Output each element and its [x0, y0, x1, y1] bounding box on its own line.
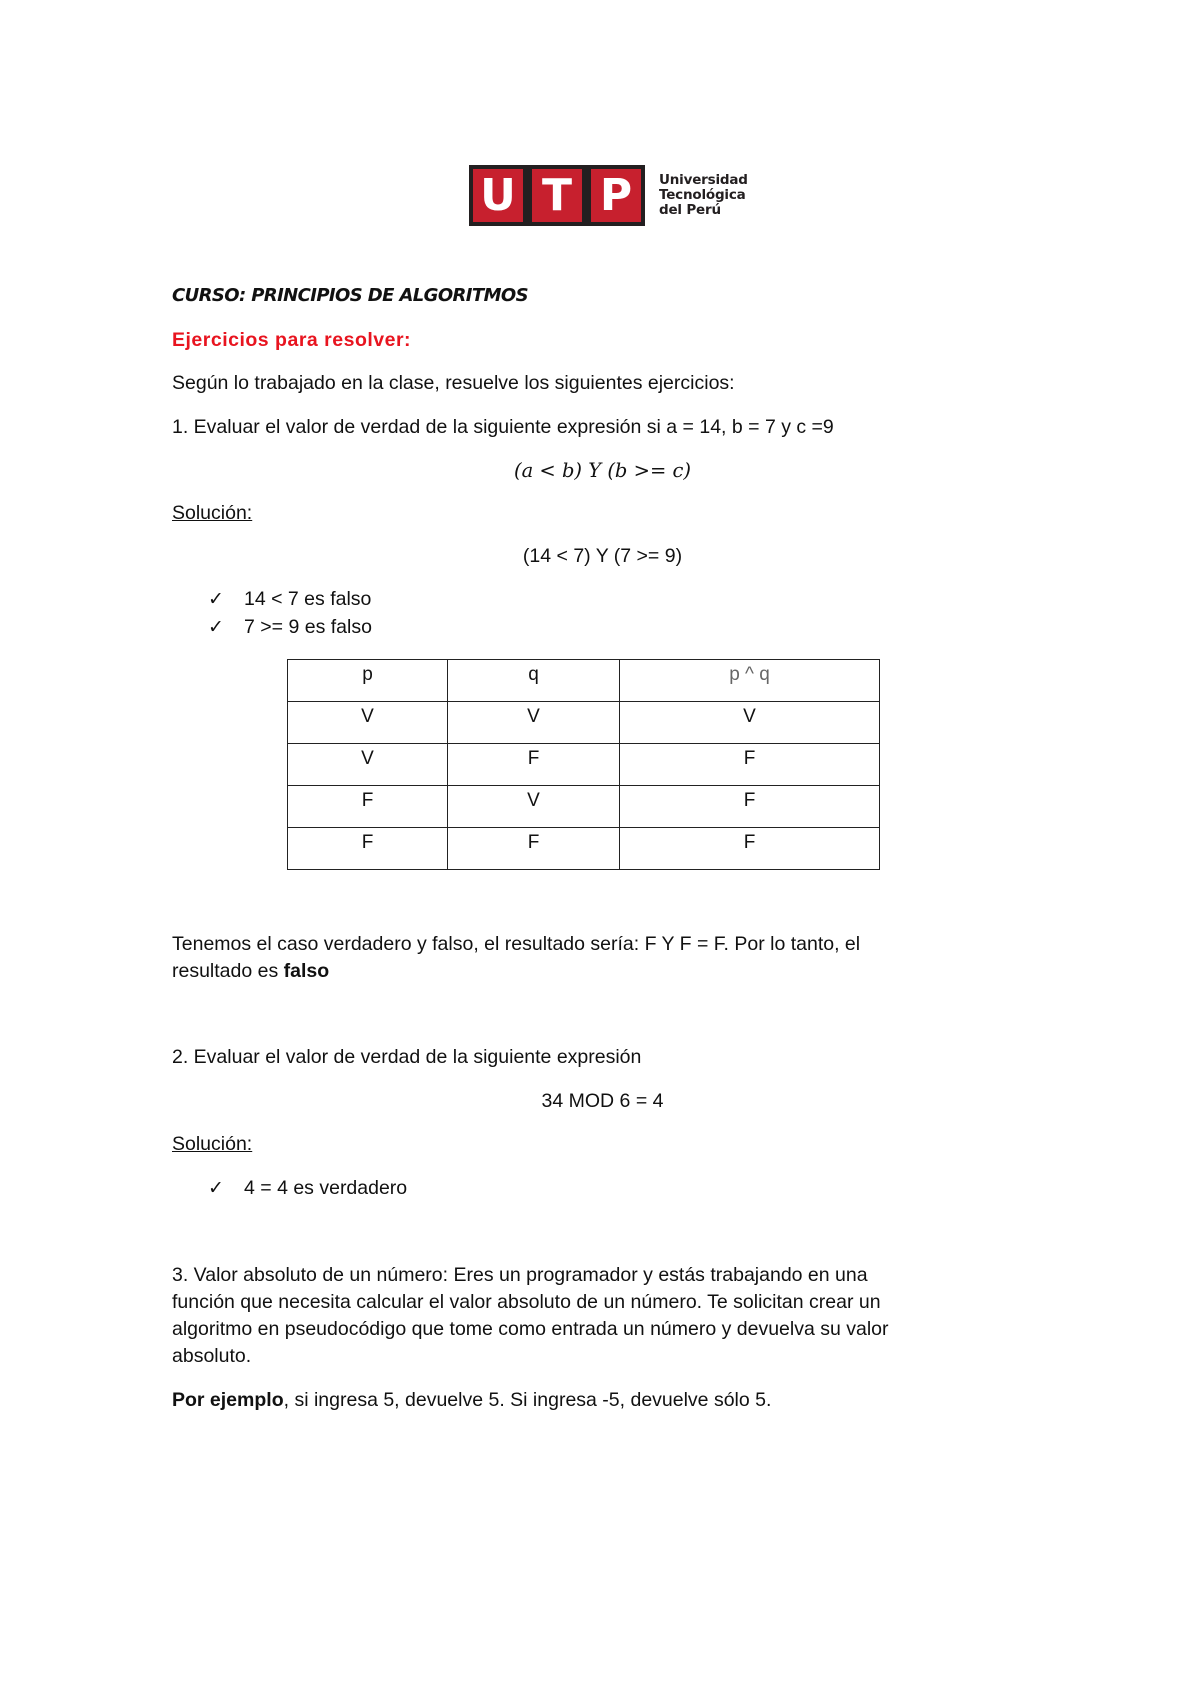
ex1-solution-label: Solución:: [172, 502, 253, 524]
ex2-check-item-1: [208, 1175, 407, 1202]
ex2-solution-label: Solución:: [172, 1133, 253, 1155]
table-cell: F: [448, 828, 620, 870]
table-cell: F: [288, 828, 448, 870]
ex3-example: [172, 1387, 771, 1414]
check-icon: ✓: [208, 1178, 224, 1199]
logo-letter-block: [469, 165, 645, 226]
table-cell: V: [448, 786, 620, 828]
logo-text-line1: Universidad: [659, 172, 748, 188]
ex1-substituted-formula: (14 < 7) Y (7 >= 9): [522, 545, 683, 567]
check-icon: ✓: [208, 589, 224, 610]
ex1-conclusion-prefix: resultado es: [172, 960, 284, 982]
table-cell: F: [620, 744, 880, 786]
check-icon: ✓: [208, 617, 224, 638]
logo-letter-u: U: [473, 169, 523, 222]
table-cell: V: [448, 702, 620, 744]
truth-table-header-q: q: [448, 660, 620, 702]
logo-university-name: [659, 173, 748, 218]
ex1-check-text-1: 14 < 7 es falso: [244, 588, 372, 610]
table-cell: V: [288, 702, 448, 744]
intro-text: Según lo trabajado en la clase, resuelve los siguientes ejercicios:: [172, 372, 735, 394]
ex1-conclusion-line2: [172, 958, 329, 985]
truth-table: [287, 659, 880, 870]
ex3-example-bold: Por ejemplo: [172, 1389, 284, 1411]
truth-table-header-p-and-q: p ^ q: [620, 660, 880, 702]
ex3-line3: algoritmo en pseudocódigo que tome como entrada un número y devuelva su valor: [172, 1318, 889, 1340]
ex1-check-text-2: 7 >= 9 es falso: [244, 616, 372, 638]
truth-table-header-row: [288, 660, 880, 702]
table-cell: F: [448, 744, 620, 786]
utp-logo: [469, 165, 748, 226]
ex3-line4: absoluto.: [172, 1345, 252, 1367]
ex3-line1: 3. Valor absoluto de un número: Eres un programador y estás trabajando en una: [172, 1264, 868, 1286]
table-row: [288, 702, 880, 744]
table-cell: V: [288, 744, 448, 786]
ex1-conclusion-result: falso: [283, 960, 330, 982]
ex1-statement: 1. Evaluar el valor de verdad de la siguiente expresión si a = 14, b = 7 y c =9: [172, 416, 834, 438]
exercises-heading: Ejercicios para resolver:: [172, 329, 412, 351]
truth-table-header-p: p: [288, 660, 448, 702]
table-row: [288, 744, 880, 786]
table-cell: F: [620, 786, 880, 828]
ex1-check-item-2: [208, 614, 372, 641]
table-cell: F: [620, 828, 880, 870]
ex1-check-item-1: [208, 586, 371, 613]
logo-letter-p: P: [591, 169, 641, 222]
course-title: CURSO: PRINCIPIOS DE ALGORITMOS: [172, 285, 528, 306]
logo-text-line2: Tecnológica: [659, 187, 746, 203]
table-cell: F: [288, 786, 448, 828]
table-row: [288, 828, 880, 870]
ex3-line2: función que necesita calcular el valor absoluto de un número. Te solicitan crear un: [172, 1291, 881, 1313]
logo-text-line3: del Perú: [659, 202, 721, 218]
ex3-example-rest: , si ingresa 5, devuelve 5. Si ingresa -5, devuelve sólo 5.: [283, 1389, 772, 1411]
ex2-formula: 34 MOD 6 = 4: [541, 1090, 664, 1112]
logo-letter-t: T: [532, 169, 582, 222]
ex1-conclusion-line1: Tenemos el caso verdadero y falso, el resultado sería: F Y F = F. Por lo tanto, el: [172, 933, 861, 955]
table-row: [288, 786, 880, 828]
ex1-formula: (a < b) Y (b >= c): [513, 459, 692, 482]
ex2-check-text-1: 4 = 4 es verdadero: [244, 1177, 408, 1199]
ex2-statement: 2. Evaluar el valor de verdad de la siguiente expresión: [172, 1046, 642, 1068]
table-cell: V: [620, 702, 880, 744]
